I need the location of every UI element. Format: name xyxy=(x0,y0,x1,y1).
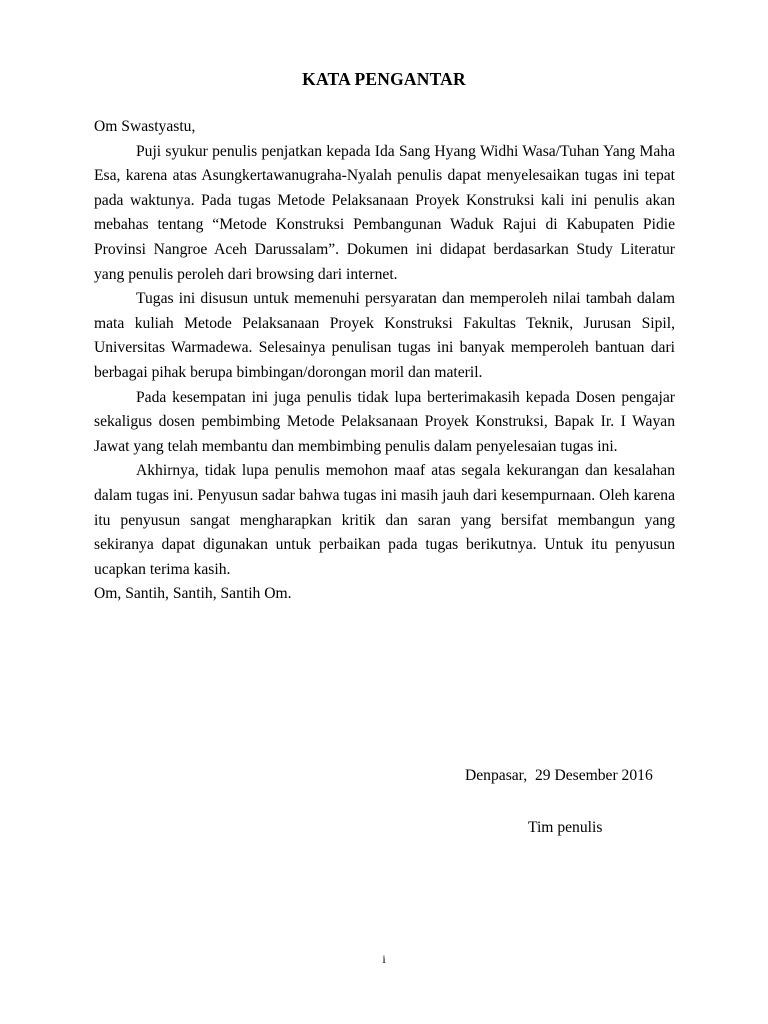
document-body xyxy=(94,115,675,607)
paragraph-2: Tugas ini disusun untuk memenuhi persyaratan dan memperoleh nilai tambah dalam mata kuliah Metode Pelaksanaan Proyek Konstruksi Fakultas Teknik, Jurusan Sipil, Universitas Warmadewa. Selesainya penulisan tugas ini banyak memperoleh bantuan dari berbagai pihak berupa bimbingan/dorongan moril dan materil. xyxy=(94,290,675,381)
paragraph-4: Akhirnya, tidak lupa penulis memohon maaf atas segala kekurangan dan kesalahan dalam tugas ini. Penyusun sadar bahwa tugas ini masih jauh dari kesempurnaan. Oleh karena itu penyusun sangat mengharapkan kritik dan saran yang bersifat membangun yang sekiranya dapat digunakan untuk perbaikan pada tugas berikutnya. Untuk itu penyusun ucapkan terima kasih. xyxy=(94,462,675,578)
paragraph-3: Pada kesempatan ini juga penulis tidak lupa berterimakasih kepada Dosen pengajar sekaligus dosen pembimbing Metode Pelaksanaan Proyek Konstruksi, Bapak Ir. I Wayan Jawat yang telah membantu dan membimbing penulis dalam penyelesaian tugas ini. xyxy=(94,388,675,455)
closing-salutation: Om, Santih, Santih, Santih Om. xyxy=(94,585,292,603)
signature-name: Tim penulis xyxy=(528,819,603,836)
place-date: Denpasar, 29 Desember 2016 xyxy=(465,767,653,784)
greeting: Om Swastyastu, xyxy=(94,118,196,135)
paragraph-1: Puji syukur penulis penjatkan kepada Ida Sang Hyang Widhi Wasa/Tuhan Yang Maha Esa, karena atas Asungkertawanugraha-Nyalah penulis dapat menyelesaikan tugas ini tepat pada waktunya. Pada tugas Metode Pelaksanaan Proyek Konstruksi kali ini penulis akan mebahas tentang “Metode Konstruksi Pembangunan Waduk Rajui di Kabupaten Pidie Provinsi Nangroe Aceh Darussalam”. Dokumen ini didapat berdasarkan Study Literatur yang penulis peroleh dari browsing dari internet. xyxy=(94,142,675,283)
page-title: KATA PENGANTAR xyxy=(302,69,466,89)
page-number: i xyxy=(382,952,386,966)
